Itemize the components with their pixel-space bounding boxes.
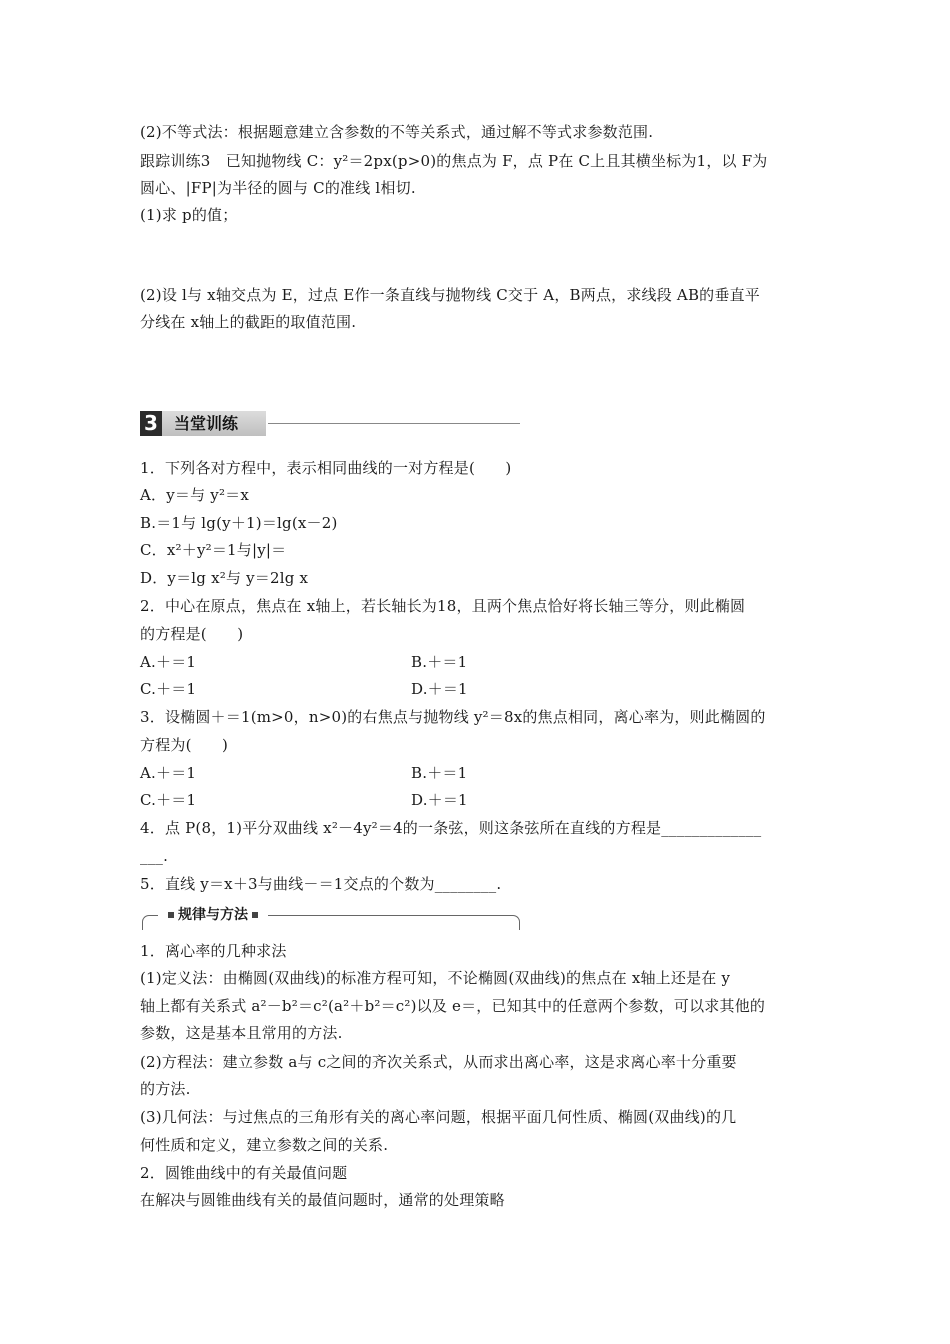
question-2: 2．中心在原点，焦点在 x轴上，若长轴长为18，且两个焦点恰好将长轴三等分，则此椭圆 — [140, 597, 746, 615]
question-2-option-b: B.＋＝1 — [411, 653, 468, 671]
rules-box-left-corner — [142, 915, 151, 930]
question-2-option-c: C.＋＝1 — [140, 680, 197, 698]
exercise-3-stem: 跟踪训练3 已知抛物线 C：y²＝2px(p>0)的焦点为 F，点 P在 C上且其横坐标为1，以 F为 — [140, 152, 768, 170]
question-3-cont: 方程为( ) — [140, 736, 229, 754]
exercise-3-part-2: (2)设 l与 x轴交点为 E，过点 E作一条直线与抛物线 C交于 A，B两点，求线段 AB的垂直平 — [140, 286, 760, 304]
rules-and-methods-header — [142, 909, 520, 931]
section-divider — [268, 423, 520, 424]
question-3: 3．设椭圆＋＝1(m>0，n>0)的右焦点与抛物线 y²＝8x的焦点相同，离心率为，则此椭圆的 — [140, 708, 766, 726]
question-3-option-a: A.＋＝1 — [140, 764, 197, 782]
exercise-3-stem-cont: 圆心、|FP|为半径的圆与 C的准线 l相切. — [140, 179, 416, 197]
question-5: 5．直线 y＝x＋3与曲线－＝1交点的个数为________. — [140, 875, 502, 893]
rules-box-label: 规律与方法 — [178, 907, 248, 923]
question-3-option-d: D.＋＝1 — [411, 791, 468, 809]
rule-2-text: 在解决与圆锥曲线有关的最值问题时，通常的处理策略 — [140, 1191, 505, 1209]
rule-1-definition: (1)定义法：由椭圆(双曲线)的标准方程可知，不论椭圆(双曲线)的焦点在 x轴上还是在 y — [140, 969, 731, 987]
question-4-cont: ___. — [140, 847, 169, 865]
rule-1-heading: 1．离心率的几种求法 — [140, 942, 287, 960]
question-2-cont: 的方程是( ) — [140, 625, 244, 643]
rules-box-right-corner — [511, 915, 520, 930]
rule-1-geometry-end: 何性质和定义，建立参数之间的关系. — [140, 1136, 389, 1154]
bullet-square-icon — [252, 912, 258, 918]
question-2-option-d: D.＋＝1 — [411, 680, 468, 698]
rule-1-definition-cont: 轴上都有关系式 a²－b²＝c²(a²＋b²＝c²)以及 e＝，已知其中的任意两个参数，可以求其他的 — [140, 997, 766, 1015]
question-1-option-a: A．y＝与 y²＝x — [140, 486, 250, 504]
rule-1-definition-end: 参数，这是基本且常用的方法. — [140, 1024, 343, 1042]
rule-1-equation: (2)方程法：建立参数 a与 c之间的齐次关系式，从而求出离心率，这是求离心率十分重要 — [140, 1053, 737, 1071]
question-3-option-b: B.＋＝1 — [411, 764, 468, 782]
rules-box-label-wrap — [158, 906, 268, 924]
question-2-option-a: A.＋＝1 — [140, 653, 197, 671]
exercise-3-part-2-cont: 分线在 x轴上的截距的取值范围. — [140, 313, 357, 331]
question-1-option-d: D．y＝lg x²与 y＝2lg x — [140, 569, 309, 587]
exercise-3-part-1: (1)求 p的值； — [140, 206, 238, 224]
rule-1-equation-end: 的方法. — [140, 1080, 191, 1098]
question-1-option-c: C．x²＋y²＝1与|y|＝ — [140, 541, 287, 559]
section-title: 当堂训练 — [174, 414, 239, 433]
rule-2-heading: 2．圆锥曲线中的有关最值问题 — [140, 1164, 348, 1182]
inequality-method-text: (2)不等式法：根据题意建立含参数的不等关系式，通过解不等式求参数范围. — [140, 123, 654, 141]
section-number: 3 — [140, 411, 162, 436]
question-3-option-c: C.＋＝1 — [140, 791, 197, 809]
question-1: 1．下列各对方程中，表示相同曲线的一对方程是( ) — [140, 459, 512, 477]
section-header-class-practice — [140, 411, 522, 437]
question-1-option-b: B.＝1与 lg(y＋1)＝lg(x－2) — [140, 514, 338, 532]
question-4: 4．点 P(8，1)平分双曲线 x²－4y²＝4的一条弦，则这条弦所在直线的方程是_____________ — [140, 819, 762, 837]
rule-1-geometry: (3)几何法：与过焦点的三角形有关的离心率问题，根据平面几何性质、椭圆(双曲线)的几 — [140, 1108, 737, 1126]
bullet-square-icon — [168, 912, 174, 918]
